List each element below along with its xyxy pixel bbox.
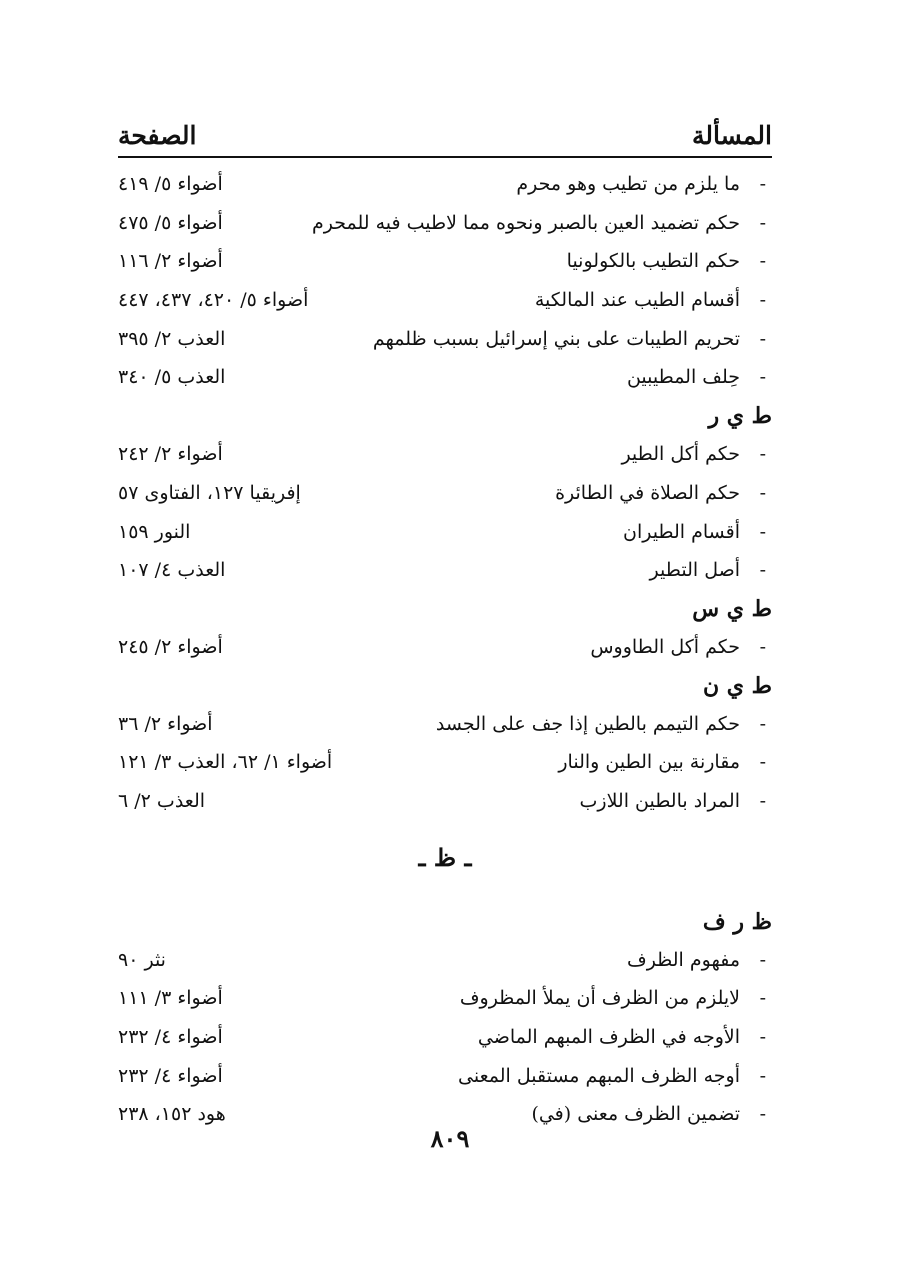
entry-reference: العذب ٢/ ٦ — [118, 789, 206, 812]
entry-dash: - — [759, 173, 766, 195]
index-entry — [118, 628, 772, 667]
entry-reference: أضواء ٣/ ١١١ — [118, 987, 223, 1010]
index-entry — [118, 941, 772, 980]
entry-question: لايلزم من الظرف أن يملأ المظروف — [459, 987, 740, 1010]
entry-question: أصل التطير — [649, 559, 740, 582]
entry-dash: - — [759, 948, 766, 971]
question-column-label: المسألة — [692, 120, 772, 150]
index-entry — [118, 435, 772, 474]
entry-dash: - — [759, 1026, 766, 1048]
entry-question: تضمين الظرف معنى (في) — [531, 1103, 740, 1126]
index-entry — [118, 358, 772, 397]
entry-question: حكم التيمم بالطين إذا جف على الجسد — [435, 712, 740, 735]
entry-dash: - — [759, 327, 766, 350]
entry-reference: العذب ٥/ ٣٤٠ — [118, 366, 226, 389]
entry-reference: أضواء ١/ ٦٢، العذب ٣/ ١٢١ — [118, 751, 333, 774]
entry-question: المراد بالطين اللازب — [579, 789, 740, 812]
entry-dash: - — [759, 559, 766, 582]
entry-dash: - — [759, 481, 766, 504]
entry-question: أوجه الظرف المبهم مستقبل المعنى — [458, 1064, 740, 1087]
entry-dash: - — [759, 366, 766, 389]
section-heading: ط ي س — [692, 595, 772, 622]
index-entry — [118, 705, 772, 744]
index-entry — [118, 1057, 772, 1096]
entry-reference: نثر ٩٠ — [118, 948, 166, 971]
entry-dash: - — [759, 1103, 766, 1126]
entry-reference: إفريقيا ١٢٧، الفتاوى ٥٧ — [118, 481, 301, 504]
index-entry — [118, 979, 772, 1018]
entry-reference: العذب ٤/ ١٠٧ — [118, 559, 226, 582]
entry-question: أقسام الطيب عند المالكية — [534, 289, 740, 312]
entry-reference: أضواء ٢/ ٢٤٢ — [118, 443, 223, 466]
entry-dash: - — [759, 1064, 766, 1087]
entry-question: حكم أكل الطير — [621, 443, 740, 466]
entry-dash: - — [759, 289, 766, 312]
index-entry — [118, 320, 772, 359]
entry-question: تحريم الطيبات على بني إسرائيل بسبب ظلمهم — [372, 327, 740, 350]
index-entry — [118, 1018, 772, 1057]
index-entry — [118, 165, 772, 204]
entry-question: مفهوم الظرف — [627, 948, 740, 971]
letter-divider: ـ ظ ـ — [418, 842, 472, 872]
entry-reference: أضواء ٢/ ١١٦ — [118, 250, 223, 273]
section-heading: ط ي ن — [702, 672, 772, 699]
index-entry — [118, 782, 772, 821]
entry-question: مقارنة بين الطين والنار — [558, 751, 740, 774]
entry-question: الأوجه في الظرف المبهم الماضي — [477, 1026, 740, 1048]
entry-reference: أضواء ٢/ ٢٤٥ — [118, 635, 223, 658]
entry-question: حكم الصلاة في الطائرة — [555, 481, 740, 504]
entry-reference: أضواء ٥/ ٤٧٥ — [118, 211, 223, 234]
entry-question: حكم تضميد العين بالصبر ونحوه مما لاطيب فيه للمحرم — [311, 211, 740, 234]
entry-dash: - — [759, 751, 766, 774]
index-entry — [118, 204, 772, 243]
table-header — [118, 114, 772, 158]
entry-question: أقسام الطيران — [622, 520, 740, 543]
entry-dash: - — [759, 712, 766, 735]
entry-reference: هود ١٥٢، ٢٣٨ — [118, 1103, 226, 1126]
entry-reference: أضواء ٤/ ٢٣٢ — [118, 1026, 223, 1048]
entry-reference: أضواء ٥/ ٤١٩ — [118, 173, 223, 195]
entry-reference: العذب ٢/ ٣٩٥ — [118, 327, 226, 350]
index-entry — [118, 513, 772, 552]
section-heading: ط ي ر — [708, 403, 772, 430]
entry-dash: - — [759, 520, 766, 543]
entry-dash: - — [759, 250, 766, 273]
entry-question: حكم أكل الطاووس — [590, 635, 740, 658]
entry-question: ما يلزم من تطيب وهو محرم — [516, 173, 740, 195]
index-entry — [118, 242, 772, 281]
entry-dash: - — [759, 635, 766, 658]
entry-dash: - — [759, 443, 766, 466]
index-list — [118, 165, 772, 1134]
index-entry — [118, 743, 772, 782]
entry-reference: أضواء ٢/ ٣٦ — [118, 712, 213, 735]
index-entry — [118, 281, 772, 320]
entry-dash: - — [759, 789, 766, 812]
entry-dash: - — [759, 211, 766, 234]
index-entry — [118, 551, 772, 590]
index-entry — [118, 474, 772, 513]
entry-question: حكم التطيب بالكولونيا — [566, 250, 740, 273]
section-heading: ظ ر ف — [702, 908, 772, 935]
page-number: ٨٠٩ — [430, 1124, 470, 1153]
entry-reference: النور ١٥٩ — [118, 520, 191, 543]
entry-question: حِلف المطيبين — [626, 366, 740, 389]
entry-reference: أضواء ٤/ ٢٣٢ — [118, 1064, 223, 1087]
page-column-label: الصفحة — [118, 120, 197, 150]
entry-reference: أضواء ٥/ ٤٢٠، ٤٣٧، ٤٤٧ — [118, 289, 309, 312]
entry-dash: - — [759, 987, 766, 1010]
